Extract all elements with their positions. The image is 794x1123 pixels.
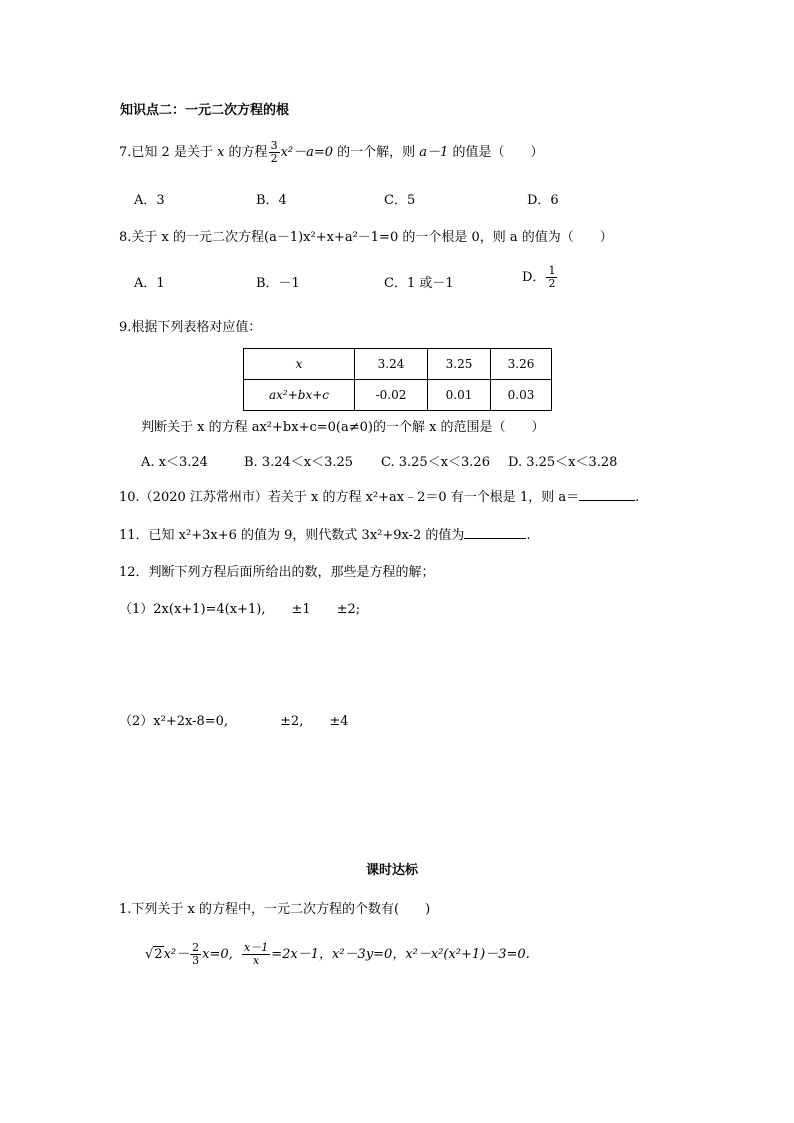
q7-option-b: B．4	[256, 193, 287, 208]
q9-option-d: D. 3.25＜x＜3.28	[508, 455, 618, 470]
p1-fraction-2-den: x	[253, 954, 260, 967]
table-cell: 3.25	[428, 349, 491, 380]
sqrt-radicand: 2	[154, 947, 163, 962]
table-cell: 0.03	[491, 380, 552, 411]
p1-fraction-1	[190, 942, 201, 967]
p1-fraction-1-num: 2	[192, 941, 200, 954]
table-cell: 3.24	[355, 349, 428, 380]
practice-1-stem: 1.下列关于 x 的方程中，一元二次方程的个数有( )	[119, 902, 431, 917]
practice-1-equations	[145, 942, 530, 967]
q7-fraction	[269, 140, 280, 165]
question-8-stem: 8.关于 x 的一元二次方程(a－1)x²+x+a²－1=0 的一个根是 0，则 a 的值为（ ）	[119, 230, 613, 245]
q7-text-4: 的值是（ ）	[448, 145, 544, 160]
q10-stem: 10.（2020 江苏常州市）若关于 x 的方程 x²+ax﹣2＝0 有一个根是 1，则 a＝	[119, 490, 580, 505]
q7-option-d: D．6	[527, 193, 559, 208]
q11-end: .	[526, 528, 531, 543]
q12-sub-1: （1）2x(x+1)=4(x+1), ±1 ±2;	[119, 602, 361, 617]
q12-sub-2: （2）x²+2x-8=0, ±2, ±4	[119, 714, 349, 729]
question-10	[119, 486, 639, 505]
q11-stem: 11．已知 x²+3x+6 的值为 9，则代数式 3x²+9x-2 的值为	[119, 528, 465, 543]
question-9-stem: 9.根据下列表格对应值：	[119, 320, 262, 335]
section-2-title: 课时达标	[366, 863, 419, 878]
q7-option-a: A．3	[134, 193, 165, 208]
q7-var-x: x	[217, 145, 225, 160]
q7-text-2: 的方程	[224, 145, 268, 160]
p1-fraction-2	[242, 942, 270, 967]
table-row	[244, 349, 552, 380]
table-cell: 0.01	[428, 380, 491, 411]
table-cell: x	[244, 349, 355, 380]
q7-text-3: 的一个解，则	[333, 145, 420, 160]
values-table	[243, 348, 552, 411]
q9-option-c: C. 3.25＜x＜3.26	[381, 455, 490, 470]
p1-expr-b: x=0,	[202, 947, 233, 962]
q8-option-d	[522, 265, 558, 290]
q7-text-1: 已知 2 是关于	[131, 145, 218, 160]
table-cell: ax²+bx+c	[244, 380, 355, 411]
q9-option-b: B. 3.24＜x＜3.25	[244, 455, 354, 470]
p1-fraction-2-num: x－1	[244, 941, 269, 954]
q7-fraction-den: 2	[270, 152, 278, 165]
q8-option-a: A．1	[134, 276, 165, 291]
question-12-stem: 12．判断下列方程后面所给出的数，那些是方程的解；	[119, 565, 435, 580]
q8-option-d-den: 2	[548, 277, 556, 290]
q9-judge-text: 判断关于 x 的方程 ax²+bx+c=0(a≠0)的一个解 x 的范围是（ ）	[141, 420, 545, 435]
sqrt-sign-icon: √	[145, 947, 154, 962]
table-cell: -0.02	[355, 380, 428, 411]
p1-expr-c: =2x－1，x²－3y=0，x²－x²(x²+1)－3=0.	[271, 947, 530, 962]
q8-option-d-label: D．	[522, 270, 546, 285]
q8-option-d-num: 1	[548, 264, 556, 277]
q8-option-c: C．1 或－1	[384, 276, 454, 291]
sqrt-expression	[145, 947, 164, 962]
q7-expression: x²－a=0	[280, 145, 334, 160]
q7-number: 7.	[119, 145, 132, 160]
q9-option-a: A. x＜3.24	[141, 455, 208, 470]
p1-expr-a: x²－	[163, 947, 190, 962]
q10-answer-blank[interactable]	[579, 488, 635, 501]
q8-option-b: B．－1	[256, 276, 300, 291]
table-cell: 3.26	[491, 349, 552, 380]
q8-option-d-fraction	[546, 265, 557, 290]
q7-option-c: C．5	[384, 193, 416, 208]
p1-fraction-1-den: 3	[192, 954, 200, 967]
q7-expression-2: a－1	[419, 145, 449, 160]
q10-end: .	[635, 490, 640, 505]
q11-answer-blank[interactable]	[464, 526, 526, 539]
q7-fraction-num: 3	[270, 139, 278, 152]
question-7-stem	[119, 140, 543, 165]
table-row	[244, 380, 552, 411]
section-title: 知识点二：一元二次方程的根	[120, 103, 290, 118]
question-11	[119, 524, 531, 543]
